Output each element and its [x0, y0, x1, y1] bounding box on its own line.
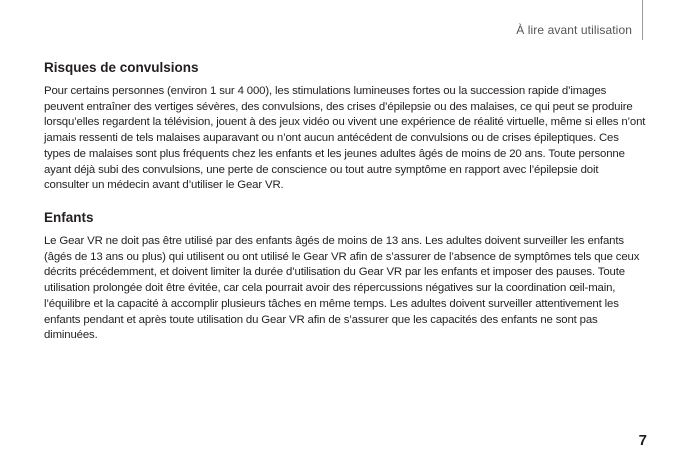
section-children [44, 210, 646, 344]
section-paragraph: Le Gear VR ne doit pas être utilisé par des enfants âgés de moins de 13 ans. Les adultes doivent surveiller les enfants (âgés de 13 ans ou plus) qui utilisent ou ont utilisé le Gear VR afin de s’assurer de l’absence de symptômes tels que ceux décrits précédemment, et doivent limiter la durée d’utilisation du Gear VR par les enfants et imposer des pauses. Toute utilisation prolongée doit être évitée, car cela pourrait avoir des répercussions négatives sur la coordination œil-main, l’équilibre et la capacité à accomplir plusieurs tâches en même temps. Les adultes doivent surveiller attentivement les enfants pendant et après toute utilisation du Gear VR afin de s’assurer que les capacités des enfants ne sont pas diminuées. [44, 235, 640, 342]
header-divider [642, 0, 643, 40]
running-header: À lire avant utilisation [516, 23, 632, 37]
section-heading: Risques de convulsions [44, 60, 199, 75]
section-heading: Enfants [44, 210, 94, 225]
section-paragraph: Pour certains personnes (environ 1 sur 4 000), les stimulations lumineuses fortes ou la succession rapide d’images peuvent entraîner des vertiges sévères, des convulsions, des crises d’épilepsie ou des malaises, ce qui peut se produire lorsqu’elles regardent la télévision, jouent à des jeux vidéo ou vivent une expérience de réalité virtuelle, même si elles n’ont jamais ressenti de tels malaises auparavant ou n’ont aucun antécédent de convulsions ou de crises épileptiques. Ces types de malaises sont plus fréquents chez les enfants et les jeunes adultes âgés de moins de 20 ans. Toute personne ayant déjà subi des convulsions, une perte de conscience ou tout autre symptôme en rapport avec l’épilepsie doit consulter un médecin avant d’utiliser le Gear VR. [44, 85, 646, 192]
section-seizure-risks [44, 60, 646, 194]
page-number: 7 [638, 432, 647, 449]
